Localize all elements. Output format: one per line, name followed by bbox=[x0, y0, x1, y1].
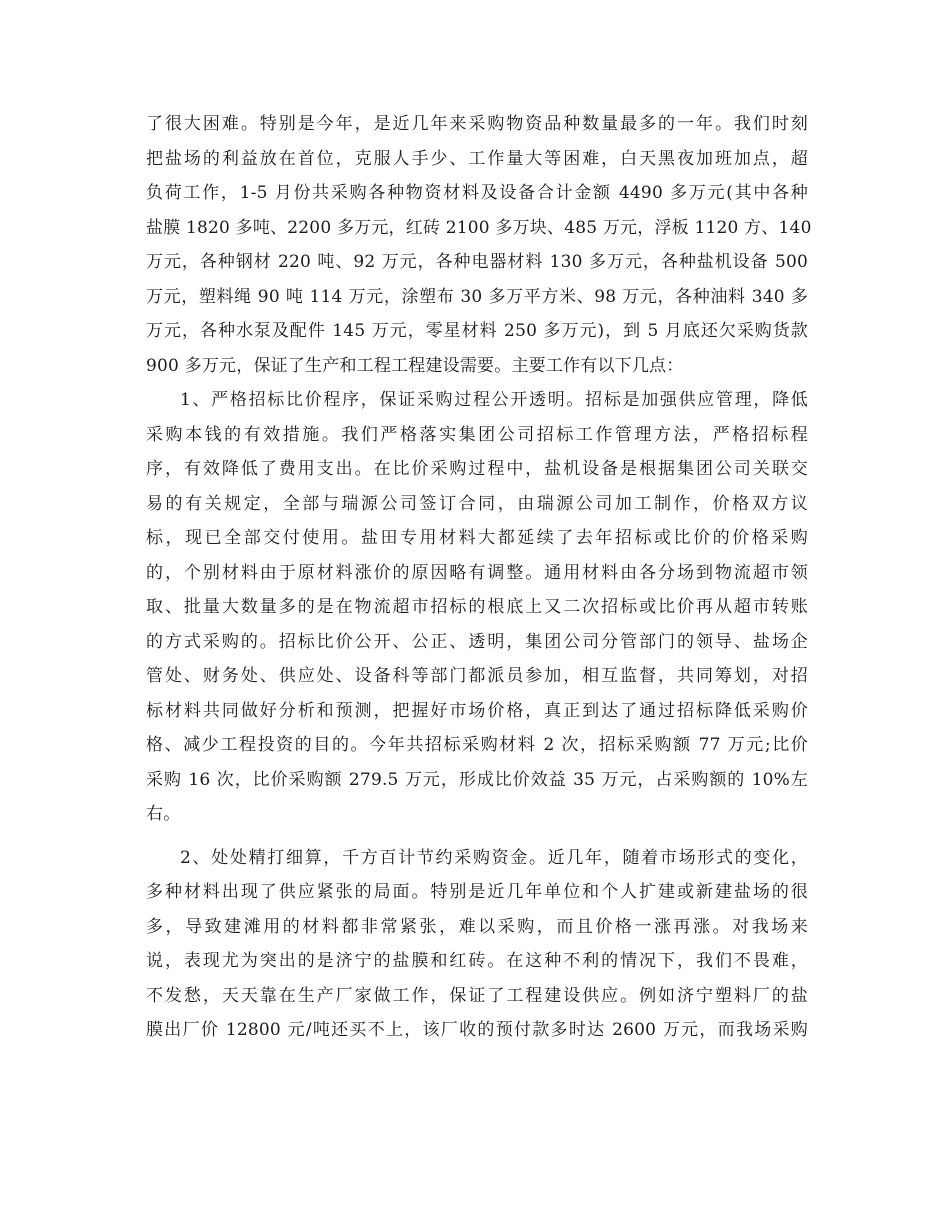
text-line: 2、处处精打细算，千方百计节约采购资金。近几年，随着市场形式的变化， bbox=[180, 847, 808, 868]
text-line: 万元，各种钢材 220 吨、92 万元，各种电器材料 130 多万元，各种盐机设备 500 bbox=[146, 252, 808, 272]
text-line: 采购本钱的有效措施。我们严格落实集团公司招标工作管理方法，严格招标程 bbox=[146, 424, 808, 445]
text-line: 采购 16 次，比价采购额 279.5 万元，形成比价效益 35 万元，占采购额的 10%左 bbox=[146, 769, 808, 790]
paragraph-3 bbox=[146, 841, 808, 1048]
text-line: 负荷工作，1-5 月份共采购各种物资材料及设备合计金额 4490 多万元(其中各种 bbox=[146, 183, 808, 203]
text-line: 盐膜 1820 多吨、2200 多万元，红砖 2100 多万块、485 万元，浮板 1120 方、140 bbox=[146, 217, 812, 238]
text-line: 万元，塑料绳 90 吨 114 万元，涂塑布 30 多万平方米、98 万元，各种油料 340 多 bbox=[146, 286, 808, 307]
text-line: 标材料共同做好分析和预测，把握好市场价格，真正到达了通过招标降低采购价 bbox=[146, 700, 808, 721]
text-line: 万元，各种水泵及配件 145 万元，零星材料 250 多万元)，到 5 月底还欠采购货款 bbox=[146, 321, 808, 341]
text-line: 格、减少工程投资的目的。今年共招标采购材料 2 次，招标采购额 77 万元;比价 bbox=[146, 735, 808, 755]
text-line: 说，表现尤为突出的是济宁的盐膜和红砖。在这种不利的情况下，我们不畏难， bbox=[146, 951, 808, 971]
text-line: 多种材料出现了供应紧张的局面。特别是近几年单位和个人扩建或新建盐场的很 bbox=[146, 882, 808, 902]
text-line: 序，有效降低了费用支出。在比价采购过程中，盐机设备是根据集团公司关联交 bbox=[146, 459, 808, 479]
document-body bbox=[146, 107, 812, 1048]
text-line: 多，导致建滩用的材料都非常紧张，难以采购，而且价格一涨再涨。对我场来 bbox=[146, 916, 808, 937]
paragraph-gap bbox=[146, 832, 808, 841]
text-line: 标，现已全部交付使用。盐田专用材料大都延续了去年招标或比价的价格采购 bbox=[146, 528, 808, 548]
text-line: 1、严格招标比价程序，保证采购过程公开透明。招标是加强供应管理，降低 bbox=[180, 390, 808, 410]
text-line: 的，个别材料由于原材料涨价的原因略有调整。通用材料由各分场到物流超市领 bbox=[146, 562, 808, 583]
text-line: 的方式采购的。招标比价公开、公正、透明，集团公司分管部门的领导、盐场企 bbox=[146, 631, 808, 652]
text-line: 了很大困难。特别是今年，是近几年来采购物资品种数量最多的一年。我们时刻 bbox=[146, 114, 808, 134]
text-line: 900 多万元，保证了生产和工程工程建设需要。主要工作有以下几点： bbox=[146, 355, 684, 376]
text-line: 把盐场的利益放在首位，克服人手少、工作量大等困难，白天黑夜加班加点，超 bbox=[146, 148, 808, 169]
text-line: 取、批量大数量多的是在物流超市招标的根底上又二次招标或比价再从超市转账 bbox=[146, 597, 808, 617]
text-line: 易的有关规定，全部与瑞源公司签订合同，由瑞源公司加工制作，价格双方议 bbox=[146, 493, 808, 514]
paragraph-2 bbox=[146, 383, 808, 832]
paragraph-1 bbox=[146, 107, 812, 383]
text-line: 膜出厂价 12800 元/吨还买不上，该厂收的预付款多时达 2600 万元，而我场采购 bbox=[146, 1020, 808, 1040]
text-line: 不发愁，天天靠在生产厂家做工作，保证了工程建设供应。例如济宁塑料厂的盐 bbox=[146, 985, 808, 1006]
text-line: 管处、财务处、供应处、设备科等部门都派员参加，相互监督，共同筹划，对招 bbox=[146, 666, 808, 686]
text-line: 右。 bbox=[146, 804, 181, 824]
